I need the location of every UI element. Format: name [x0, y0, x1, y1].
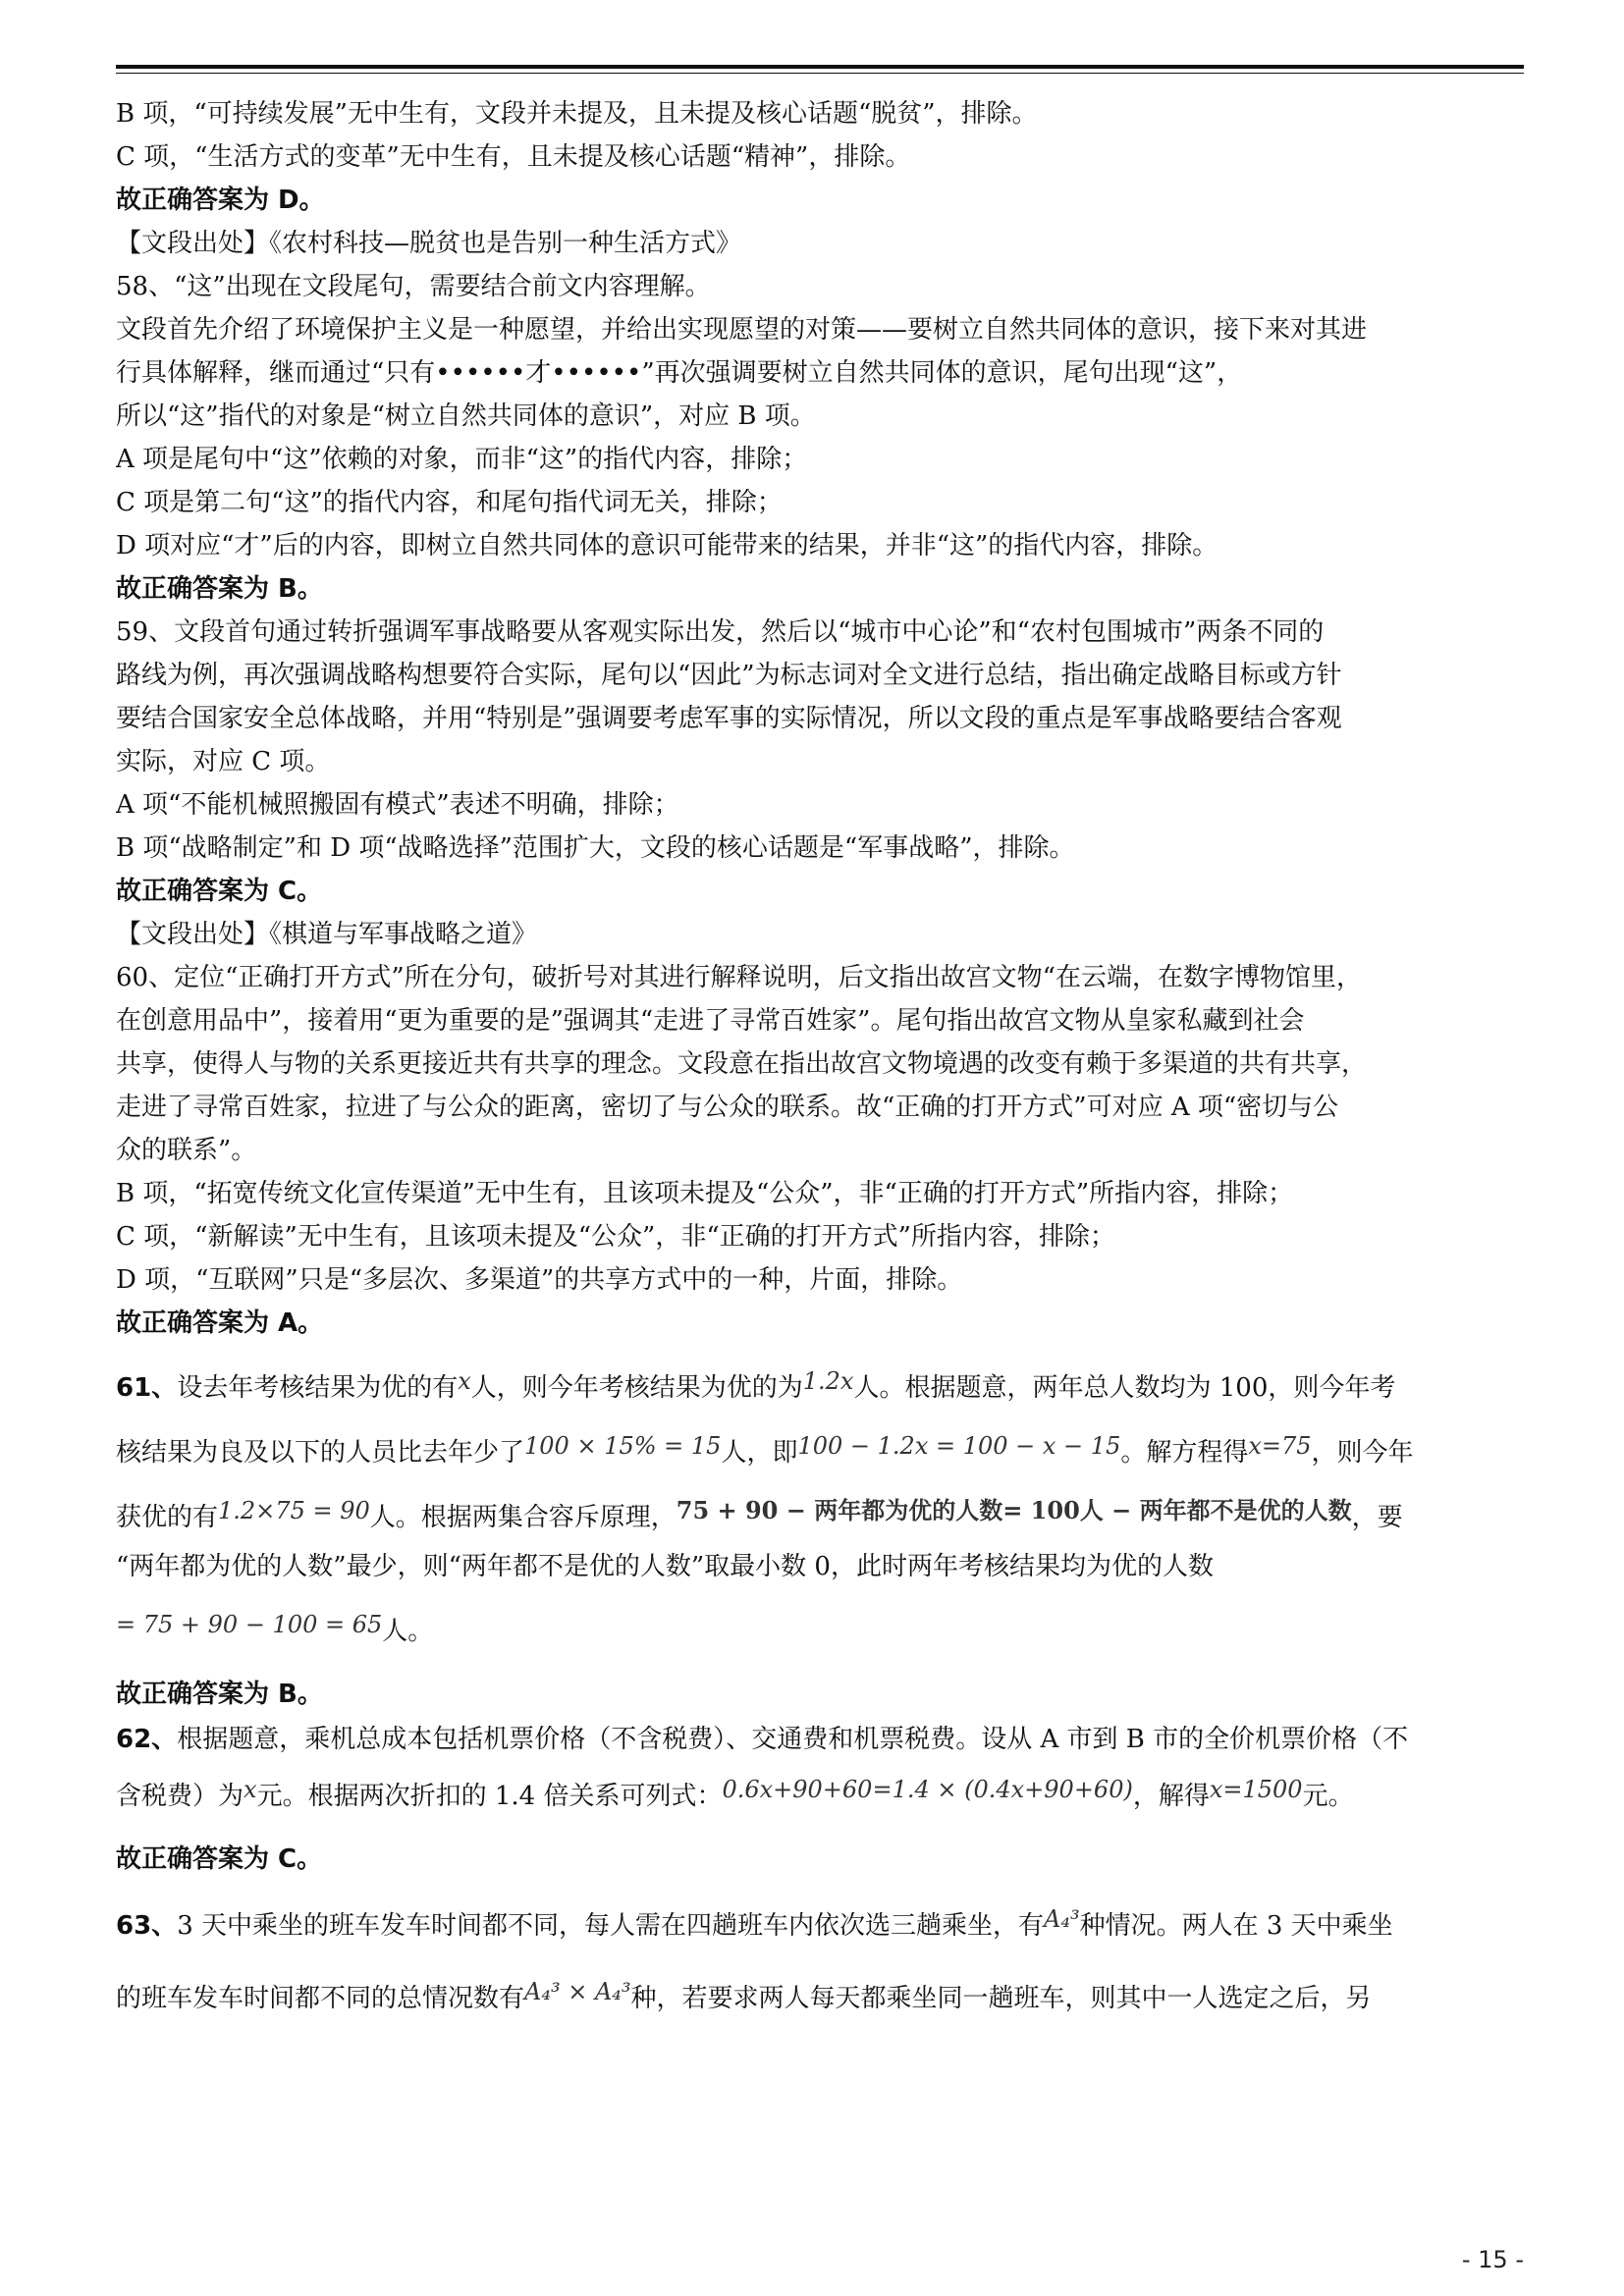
math-formula: 100 − 1.2x = 100 − x − 15: [797, 1432, 1121, 1460]
question-number: 62、: [116, 1725, 178, 1754]
text-line: 要结合国家安全总体战略，并用“特别是”强调要考虑军事的实际情况，所以文段的重点是军事战略要结合客观: [116, 704, 1342, 733]
math-formula: x=1500: [1209, 1776, 1303, 1803]
answer-line: 故正确答案为 D。: [116, 186, 325, 215]
text-line: D 项，“互联网”只是“多层次、多渠道”的共享方式中的一种，片面，排除。: [116, 1265, 963, 1295]
math-formula: A₄³: [1044, 1905, 1080, 1933]
question-59-heading: 59、文段首句通过转折强调军事战略要从客观实际出发，然后以“城市中心论”和“农村包围城市”两条不同的: [116, 617, 1325, 647]
text-line: 行具体解释，继而通过“只有••••••才••••••”再次强调要树立自然共同体的意识，尾句出现“这”，: [116, 358, 1243, 388]
math-formula: 1.2x: [802, 1367, 854, 1395]
text-line: C 项，“新解读”无中生有，且该项未提及“公众”，非“正确的打开方式”所指内容，排除；: [116, 1222, 1115, 1252]
question-58-heading: 58、“这”出现在文段尾句，需要结合前文内容理解。: [116, 272, 711, 301]
math-formula: 75 + 90 − 两年都为优的人数= 100人 − 两年都不是优的人数: [676, 1496, 1352, 1524]
text-line: D 项对应“才”后的内容，即树立自然共同体的意识可能带来的结果，并非“这”的指代内容，排除。: [116, 531, 1218, 561]
text-line: 走进了寻常百姓家，拉进了与公众的距离，密切了与公众的联系。故“正确的打开方式”可对应 A 项“密切与公: [116, 1093, 1339, 1122]
math-formula: x: [458, 1367, 471, 1395]
text-line: 众的联系”。: [116, 1136, 257, 1165]
answer-line: 故正确答案为 B。: [116, 574, 323, 604]
header-rule-thick: [116, 65, 1524, 69]
text-line: 在创意用品中”，接着用“更为重要的是”强调其“走进了寻常百姓家”。尾句指出故宫文物从皇家私藏到社会: [116, 1006, 1305, 1036]
text-line: 实际，对应 C 项。: [116, 747, 331, 776]
question-61-line-2: 核结果为良及以下的人员比去年少了100 × 15% = 15人，即100 − 1.2x = 100 − x − 15。解方程得x=75，则今年: [116, 1432, 1414, 1468]
question-63-line-1: 63、3 天中乘坐的班车发车时间都不同，每人需在四趟班车内依次选三趟乘坐，有A₄³种情况。两人在 3 天中乘坐: [116, 1905, 1393, 1941]
page-number: - 15 -: [1461, 2246, 1524, 2273]
text-line: 文段首先介绍了环境保护主义是一种愿望，并给出实现愿望的对策——要树立自然共同体的意识，接下来对其进: [116, 315, 1368, 345]
question-60-heading: 60、定位“正确打开方式”所在分句，破折号对其进行解释说明，后文指出故宫文物“在云端，在数字博物馆里，: [116, 963, 1362, 992]
answer-line: 故正确答案为 C。: [116, 877, 323, 906]
question-number: 61、: [116, 1373, 178, 1403]
math-formula: 0.6x+90+60=1.4 × (0.4x+90+60): [722, 1776, 1133, 1803]
math-formula: 1.2×75 = 90: [218, 1497, 370, 1524]
question-61-line-4: “两年都为优的人数”最少，则“两年都不是优的人数”取最小数 0，此时两年考核结果均为优的人数: [116, 1552, 1214, 1581]
text-line: C 项是第二句“这”的指代内容，和尾句指代词无关，排除；: [116, 488, 783, 517]
text-line: A 项是尾句中“这”依赖的对象，而非“这”的指代内容，排除；: [116, 445, 808, 474]
text-line: 共享，使得人与物的关系更接近共有共享的理念。文段意在指出故宫文物境遇的改变有赖于多渠道的共有共享，: [116, 1049, 1368, 1079]
answer-line: 故正确答案为 C。: [116, 1844, 323, 1874]
question-62-line-1: 62、根据题意，乘机总成本包括机票价格（不含税费）、交通费和机票税费。设从 A 市到 B 市的全价机票价格（不: [116, 1725, 1409, 1754]
question-number: 63、: [116, 1911, 178, 1941]
question-61-line-1: 61、设去年考核结果为优的有x人，则今年考核结果为优的为1.2x人。根据题意，两年总人数均为 100，则今年考: [116, 1367, 1396, 1403]
text-line: B 项，“可持续发展”无中生有，文段并未提及，且未提及核心话题“脱贫”，排除。: [116, 99, 1038, 129]
math-formula: x=75: [1248, 1432, 1312, 1460]
math-formula: A₄³ × A₄³: [524, 1978, 631, 2005]
question-61-line-5: = 75 + 90 − 100 = 65人。: [116, 1611, 434, 1646]
text-line: B 项，“拓宽传统文化宣传渠道”无中生有，且该项未提及“公众”，非“正确的打开方式”所指内容，排除；: [116, 1179, 1294, 1208]
page-content: [116, 92, 1524, 2020]
answer-line: 故正确答案为 B。: [116, 1680, 323, 1709]
math-formula: 100 × 15% = 15: [524, 1432, 722, 1460]
question-63-line-2: 的班车发车时间都不同的总情况数有A₄³ × A₄³种，若要求两人每天都乘坐同一趟班车，则其中一人选定之后，另: [116, 1978, 1372, 2013]
text-line: A 项“不能机械照搬固有模式”表述不明确，排除；: [116, 790, 679, 820]
source-line: 【文段出处】《农村科技—脱贫也是告别一种生活方式》: [116, 229, 742, 258]
math-formula: x: [244, 1776, 257, 1803]
question-61-line-3: 获优的有1.2×75 = 90人。根据两集合容斥原理，75 + 90 − 两年都为优的人数= 100人 − 两年都不是优的人数，要: [116, 1496, 1403, 1532]
text-line: C 项，“生活方式的变革”无中生有，且未提及核心话题“精神”，排除。: [116, 142, 911, 172]
text-line: 所以“这”指代的对象是“树立自然共同体的意识”，对应 B 项。: [116, 401, 816, 431]
source-line: 【文段出处】《棋道与军事战略之道》: [116, 920, 538, 949]
math-formula: = 75 + 90 − 100 = 65: [116, 1611, 383, 1638]
question-62-line-2: 含税费）为x元。根据两次折扣的 1.4 倍关系可列式：0.6x+90+60=1.4 × (0.4x+90+60)，解得x=1500元。: [116, 1776, 1354, 1811]
answer-line: 故正确答案为 A。: [116, 1308, 324, 1338]
text-line: B 项“战略制定”和 D 项“战略选择”范围扩大，文段的核心话题是“军事战略”，排除。: [116, 833, 1075, 863]
text-line: 路线为例，再次强调战略构想要符合实际，尾句以“因此”为标志词对全文进行总结，指出确定战略目标或方针: [116, 661, 1342, 690]
header-rule-thin: [116, 73, 1524, 74]
